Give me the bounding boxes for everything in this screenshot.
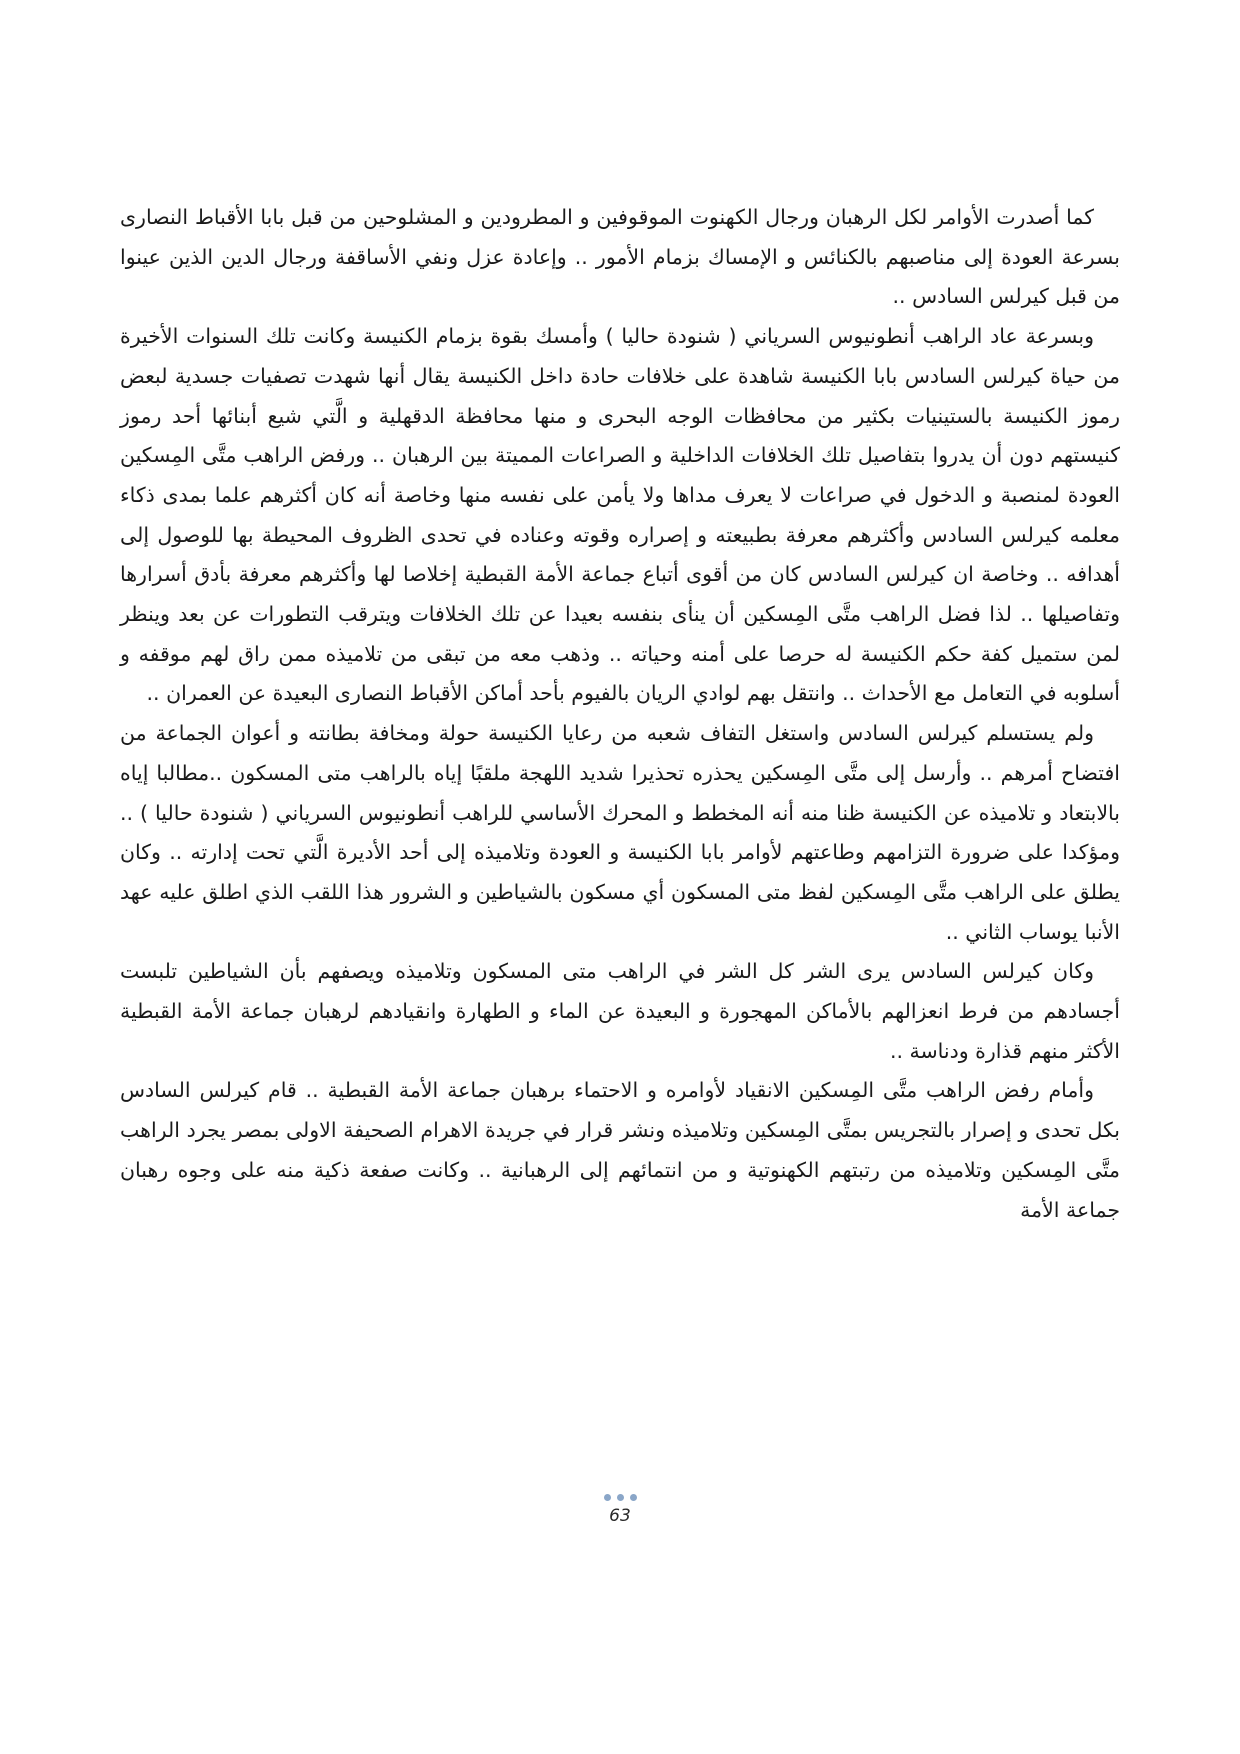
- page-number: 63: [609, 1506, 631, 1526]
- paragraph: ولم يستسلم كيرلس السادس واستغل التفاف شعبه من رعايا الكنيسة حولة ومخافة بطانته و أعوان الجماعة من افتضاح أمرهم .. وأرسل إلى متَّى المِسكين يحذره تحذيرا شديد اللهجة ملقبًا إياه بالراهب متى المسكون ..مطالبا إياه بالابتعاد و تلاميذه عن الكنيسة ظنا منه أنه المخطط و المحرك الأساسي للراهب أنطونيوس السرياني ( شنودة حاليا ) .. ومؤكدا على ضرورة التزامهم وطاعتهم لأوامر بابا الكنيسة و العودة وتلاميذه إلى أحد الأديرة الَّتي تحت إدارته .. وكان يطلق على الراهب متَّى المِسكين لفظ متى المسكون أي مسكون بالشياطين و الشرور هذا اللقب الذي اطلق عليه عهد الأنبا يوساب الثاني ..: [120, 721, 1120, 944]
- dot-icon: [604, 1494, 611, 1501]
- paragraph: كما أصدرت الأوامر لكل الرهبان ورجال الكهنوت الموقوفين و المطرودين و المشلوحين من قبل بابا الأقباط النصارى بسرعة العودة إلى مناصبهم بالكنائس و الإمساك بزمام الأمور .. وإعادة عزل ونفي الأساقفة ورجال الدين الذين عينوا من قبل كيرلس السادس ..: [120, 205, 1120, 309]
- body-text: [120, 198, 1120, 1230]
- dot-icon: [630, 1494, 637, 1501]
- paragraph: وكان كيرلس السادس يرى الشر كل الشر في الراهب متى المسكون وتلاميذه ويصفهم بأن الشياطين تلبست أجسادهم من فرط انعزالهم بالأماكن المهجورة و البعيدة عن الماء و الطهارة وانقيادهم لرهبان جماعة الأمة القبطية الأكثر منهم قذارة ودناسة ..: [120, 959, 1120, 1063]
- ornament-dots-icon: [0, 1494, 1240, 1504]
- paragraph: وبسرعة عاد الراهب أنطونيوس السرياني ( شنودة حاليا ) وأمسك بقوة بزمام الكنيسة وكانت تلك السنوات الأخيرة من حياة كيرلس السادس بابا الكنيسة شاهدة على خلافات حادة داخل الكنيسة يقال أنها شهدت تصفيات جسدية لبعض رموز الكنيسة بالستينيات بكثير من محافظات الوجه البحرى و منها محافظة الدقهلية و الَّتي شيع أبنائها أحد رموز كنيستهم دون أن يدروا بتفاصيل تلك الخلافات الداخلية و الصراعات المميتة بين الرهبان .. ورفض الراهب متَّى المِسكين العودة لمنصبة و الدخول في صراعات لا يعرف مداها ولا يأمن على نفسه منها وخاصة أنه كان أكثرهم علما بمدى ذكاء معلمه كيرلس السادس وأكثرهم معرفة بطبيعته و إصراره وقوته وعناده في تحدى الظروف المحيطة بها للوصول إلى أهدافه .. وخاصة ان كيرلس السادس كان من أقوى أتباع جماعة الأمة القبطية إخلاصا لها وأكثرهم معرفة بأدق أسرارها وتفاصيلها .. لذا فضل الراهب متَّى المِسكين أن ينأى بنفسه بعيدا عن تلك الخلافات ويترقب التطورات عن بعد وينظر لمن ستميل كفة حكم الكنيسة له حرصا على أمنه وحياته .. وذهب معه من تبقى من تلاميذه ممن راق لهم موقفه و أسلوبه في التعامل مع الأحداث .. وانتقل بهم لوادي الريان بالفيوم بأحد أماكن الأقباط النصارى البعيدة عن العمران ..: [120, 324, 1120, 706]
- page-footer: [0, 1494, 1240, 1526]
- paragraph: وأمام رفض الراهب متَّى المِسكين الانقياد لأوامره و الاحتماء برهبان جماعة الأمة القبطية .. قام كيرلس السادس بكل تحدى و إصرار بالتجريس بمتَّى المِسكين وتلاميذه ونشر قرار في جريدة الاهرام الصحيفة الاولى بمصر يجرد الراهب متَّى المِسكين وتلاميذه من رتبتهم الكهنوتية و من انتمائهم إلى الرهبانية .. وكانت صفعة ذكية منه على وجوه رهبان جماعة الأمة: [120, 1078, 1120, 1222]
- dot-icon: [617, 1494, 624, 1501]
